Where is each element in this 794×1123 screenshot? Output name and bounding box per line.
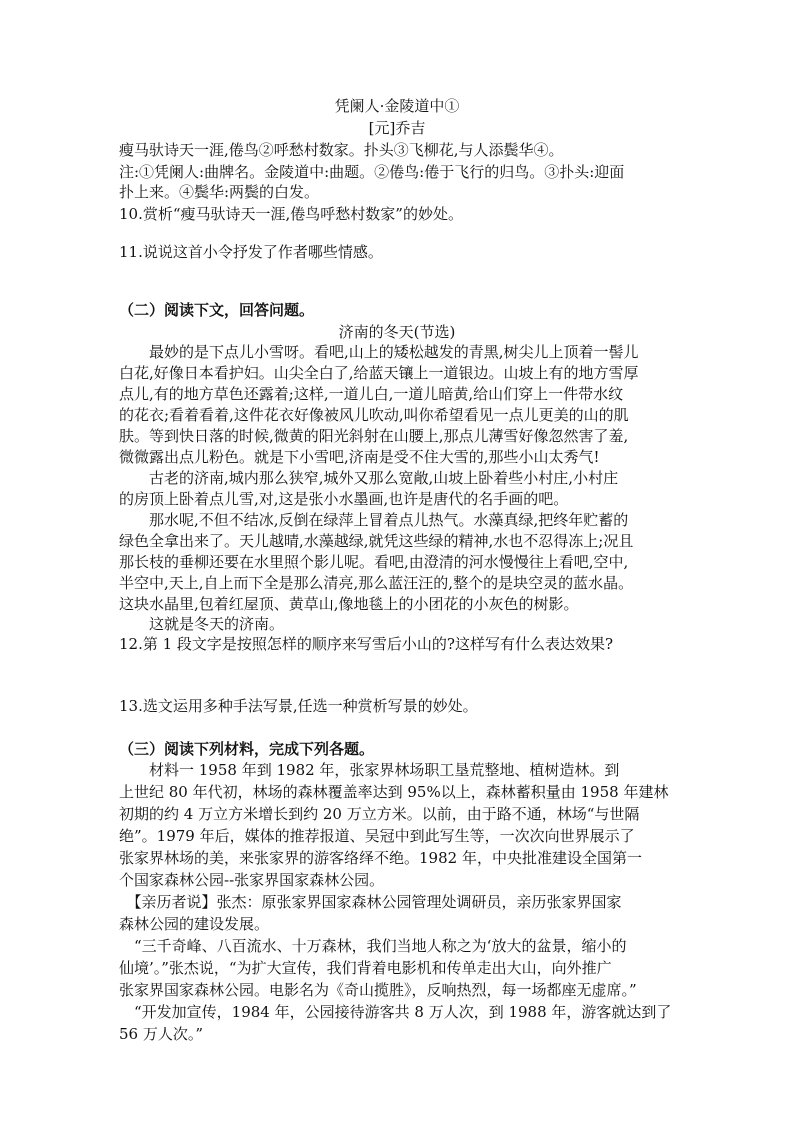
passage-line: 古老的济南,城内那么狭窄,城外又那么宽敞,山坡上卧着些小村庄,小村庄 bbox=[119, 469, 619, 487]
material-line: 材料一 1958 年到 1982 年，张家界林场职工垦荒整地、植树造林。到 bbox=[119, 761, 620, 779]
material-line: 上世纪 80 年代初，林场的森林覆盖率达到 95%以上，森林蓄积量由 1958 年建林 bbox=[119, 783, 669, 801]
passage-line: 的房顶上卧着点儿雪,对,这是张小水墨画,也许是唐代的名手画的吧。 bbox=[119, 490, 569, 508]
material-line: “开发加宣传，1984 年，公园接待游客共 8 万人次，到 1988 年，游客就达到了 bbox=[119, 1003, 672, 1021]
passage-line: 最妙的是下点儿小雪呀。看吧,山上的矮松越发的青黑,树尖儿上顶着一髻儿 bbox=[119, 343, 639, 361]
poem-author: [元]乔吉 bbox=[368, 119, 426, 137]
poem-text: 瘦马驮诗天一涯,倦鸟②呼愁村数家。扑头③飞柳花,与人添鬓华④。 bbox=[119, 141, 564, 159]
material-line: “三千奇峰、八百流水、十万森林，我们当地人称之为‘放大的盆景，缩小的 bbox=[119, 937, 627, 955]
material-line: 初期的约 4 万立方米增长到约 20 万立方米。以前，由于路不通，林场“与世隔 bbox=[119, 805, 640, 823]
passage-line: 那水呢,不但不结冰,反倒在绿萍上冒着点儿热气。水藻真绿,把终年贮蓄的 bbox=[119, 511, 629, 529]
passage-line: 绿色全拿出来了。天儿越晴,水藻越绿,就凭这些绿的精神,水也不忍得冻上;况且 bbox=[119, 532, 634, 550]
question-12: 12.第 1 段文字是按照怎样的顺序来写雪后小山的?这样写有什么表达效果? bbox=[119, 635, 614, 653]
material-line: 张家界国家森林公园。电影名为《奇山揽胜》，反响热烈，每一场都座无虚席。” bbox=[119, 981, 637, 999]
section-2-title: 济南的冬天(节选) bbox=[338, 323, 456, 341]
material-line: 森林公园的建设发展。 bbox=[119, 915, 270, 933]
passage-line: 肤。等到快日落的时候,微黄的阳光斜射在山腰上,那点儿薄雪好像忽然害了羞, bbox=[119, 427, 629, 445]
passage-line: 白花,好像日本看护妇。山尖全白了,给蓝天镶上一道银边。山坡上有的地方雪厚 bbox=[119, 364, 639, 382]
poem-title: 凭阑人·金陵道中① bbox=[334, 97, 460, 115]
passage-line: 这就是冬天的济南。 bbox=[119, 615, 285, 633]
passage-line: 的花衣;看着看着,这件花衣好像被风儿吹动,叫你希望看见一点儿更美的山的肌 bbox=[119, 406, 629, 424]
question-11: 11.说说这首小令抒发了作者哪些情感。 bbox=[119, 243, 383, 261]
passage-line: 点儿,有的地方草色还露着;这样,一道儿白,一道儿暗黄,给山们穿上一件带水纹 bbox=[119, 385, 624, 403]
material-line: 仙境’。”张杰说，“为扩大宣传，我们背着电影机和传单走出大山，向外推广 bbox=[119, 959, 612, 977]
section-3-heading: （三）阅读下列材料，完成下列各题。 bbox=[119, 740, 375, 758]
poem-note-line: 扑上来。④鬓华:两鬓的白发。 bbox=[119, 183, 320, 201]
material-line: 个国家森林公园--张家界国家森林公园。 bbox=[119, 871, 385, 889]
material-line: 绝”。1979 年后，媒体的推荐报道、吴冠中到此写生等，一次次向世界展示了 bbox=[119, 827, 635, 845]
material-line: 张家界林场的美，来张家界的游客络绎不绝。1982 年，中央批准建设全国第一 bbox=[119, 849, 642, 867]
question-10: 10.赏析“瘦马驮诗天一涯,倦鸟呼愁村数家”的妙处。 bbox=[119, 205, 463, 223]
passage-line: 微微露出点儿粉色。就是下小雪吧,济南是受不住大雪的,那些小山太秀气! bbox=[119, 448, 600, 466]
material-line: 【亲历者说】张杰：原张家界国家森林公园管理处调研员，亲历张家界国家 bbox=[119, 893, 622, 911]
passage-line: 半空中,天上,自上而下全是那么清亮,那么蓝汪汪的,整个的是块空灵的蓝水晶。 bbox=[119, 574, 634, 592]
question-13: 13.选文运用多种手法写景,任选一种赏析写景的妙处。 bbox=[119, 697, 478, 715]
section-2-heading: （二）阅读下文，回答问题。 bbox=[119, 301, 315, 319]
passage-line: 那长枝的垂柳还要在水里照个影儿呢。看吧,由澄清的河水慢慢往上看吧,空中, bbox=[119, 553, 629, 571]
passage-line: 这块水晶里,包着红屋顶、黄草山,像地毯上的小团花的小灰色的树影。 bbox=[119, 595, 579, 613]
material-line: 56 万人次。” bbox=[119, 1025, 204, 1043]
poem-note-line: 注:①凭阑人:曲牌名。金陵道中:曲题。②倦鸟:倦于飞行的归鸟。③扑头:迎面 bbox=[119, 163, 625, 181]
